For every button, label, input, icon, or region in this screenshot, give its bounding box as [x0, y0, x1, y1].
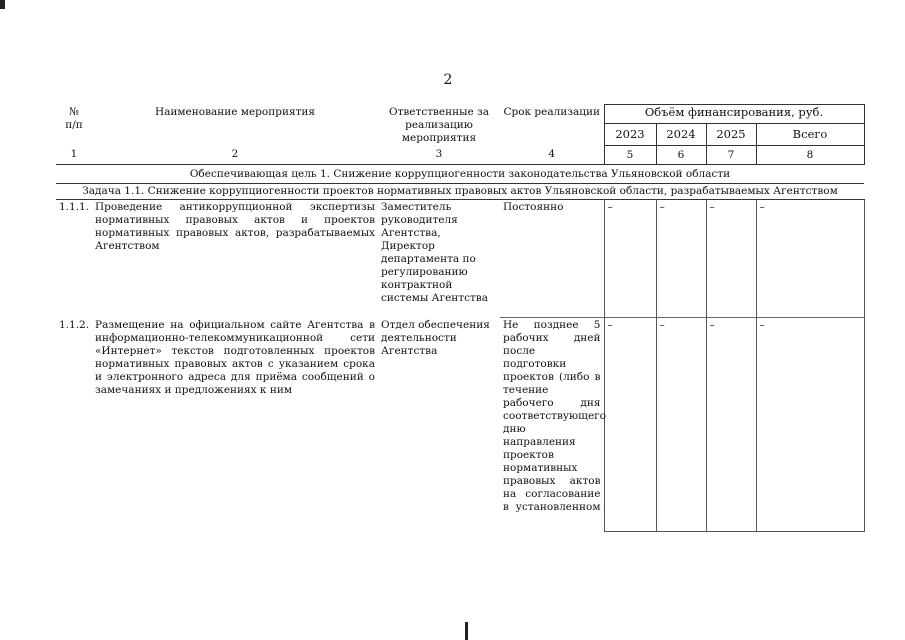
row-term: Постоянно [500, 200, 604, 318]
column-number: 7 [706, 146, 756, 165]
task-title: Задача 1.1. Снижение коррупциогенности проектов нормативных правовых актов Ульяновской области, разрабатываемых Агентством [56, 184, 864, 200]
column-number: 2 [231, 148, 239, 161]
year-2024-header: 2024 [656, 124, 706, 146]
goal-row [56, 165, 864, 184]
column-number: 8 [756, 146, 864, 165]
row-term: Не позднее 5 рабочих дней после подготовки проектов (либо в течение рабочего дня соответствующего дню направления проектов нормативных правовых актов на согласование в установленном [500, 318, 604, 532]
row-fin-2025: – [706, 318, 756, 532]
row-responsible: Отдел обеспечения деятельности Агентства [381, 318, 490, 357]
scan-corner-mark [0, 0, 5, 9]
row-responsible: Заместитель руководителя Агентства, Директор департамента по регулированию контрактной системы Агентства [381, 201, 488, 304]
row-fin-2024: – [656, 318, 706, 532]
page-number: 2 [443, 72, 453, 88]
row-fin-2024: – [656, 200, 706, 318]
row-fin-total: – [756, 318, 864, 532]
col-responsible-header: Ответственные за реализацию мероприятия [388, 105, 490, 144]
measures-table [56, 104, 865, 532]
year-2023-header: 2023 [604, 124, 656, 146]
row-number: 1.1.2. [59, 318, 90, 331]
column-number: 1 [70, 148, 78, 161]
header-row [56, 105, 864, 124]
row-fin-2023: – [604, 318, 656, 532]
task-row [56, 184, 864, 200]
col-name-header: Наименование мероприятия [154, 105, 316, 118]
total-header: Всего [756, 124, 864, 146]
row-fin-total: – [756, 200, 864, 318]
column-number: 6 [656, 146, 706, 165]
column-number: 3 [435, 148, 443, 161]
row-number: 1.1.1. [59, 201, 90, 213]
table-row [56, 318, 864, 532]
row-measure-name: Проведение антикоррупционной экспертизы нормативных правовых актов и проектов нормативных правовых актов, разрабатываемых Агентством [95, 201, 375, 252]
column-number: 5 [604, 146, 656, 165]
col-term-header: Срок реализации [503, 105, 601, 118]
col-num-header: № п/п [65, 105, 83, 131]
row-fin-2025: – [706, 200, 756, 318]
col-financing-header: Объём финансирования, руб. [604, 105, 864, 124]
goal-title: Обеспечивающая цель 1. Снижение коррупциогенности законодательства Ульяновской области [56, 165, 864, 184]
column-numbers-row [56, 146, 864, 165]
row-measure-name: Размещение на официальном сайте Агентства в информационно-телекоммуникационной сети «Интернет» текстов подготовленных проектов нормативных правовых актов с указанием срока и электронного адреса для приёма сообщений о замечаниях и предложениях к ним [95, 318, 375, 396]
column-number: 4 [548, 148, 556, 161]
row-fin-2023: – [604, 200, 656, 318]
scan-bottom-mark [465, 622, 468, 640]
table-row [56, 200, 864, 318]
year-2025-header: 2025 [706, 124, 756, 146]
